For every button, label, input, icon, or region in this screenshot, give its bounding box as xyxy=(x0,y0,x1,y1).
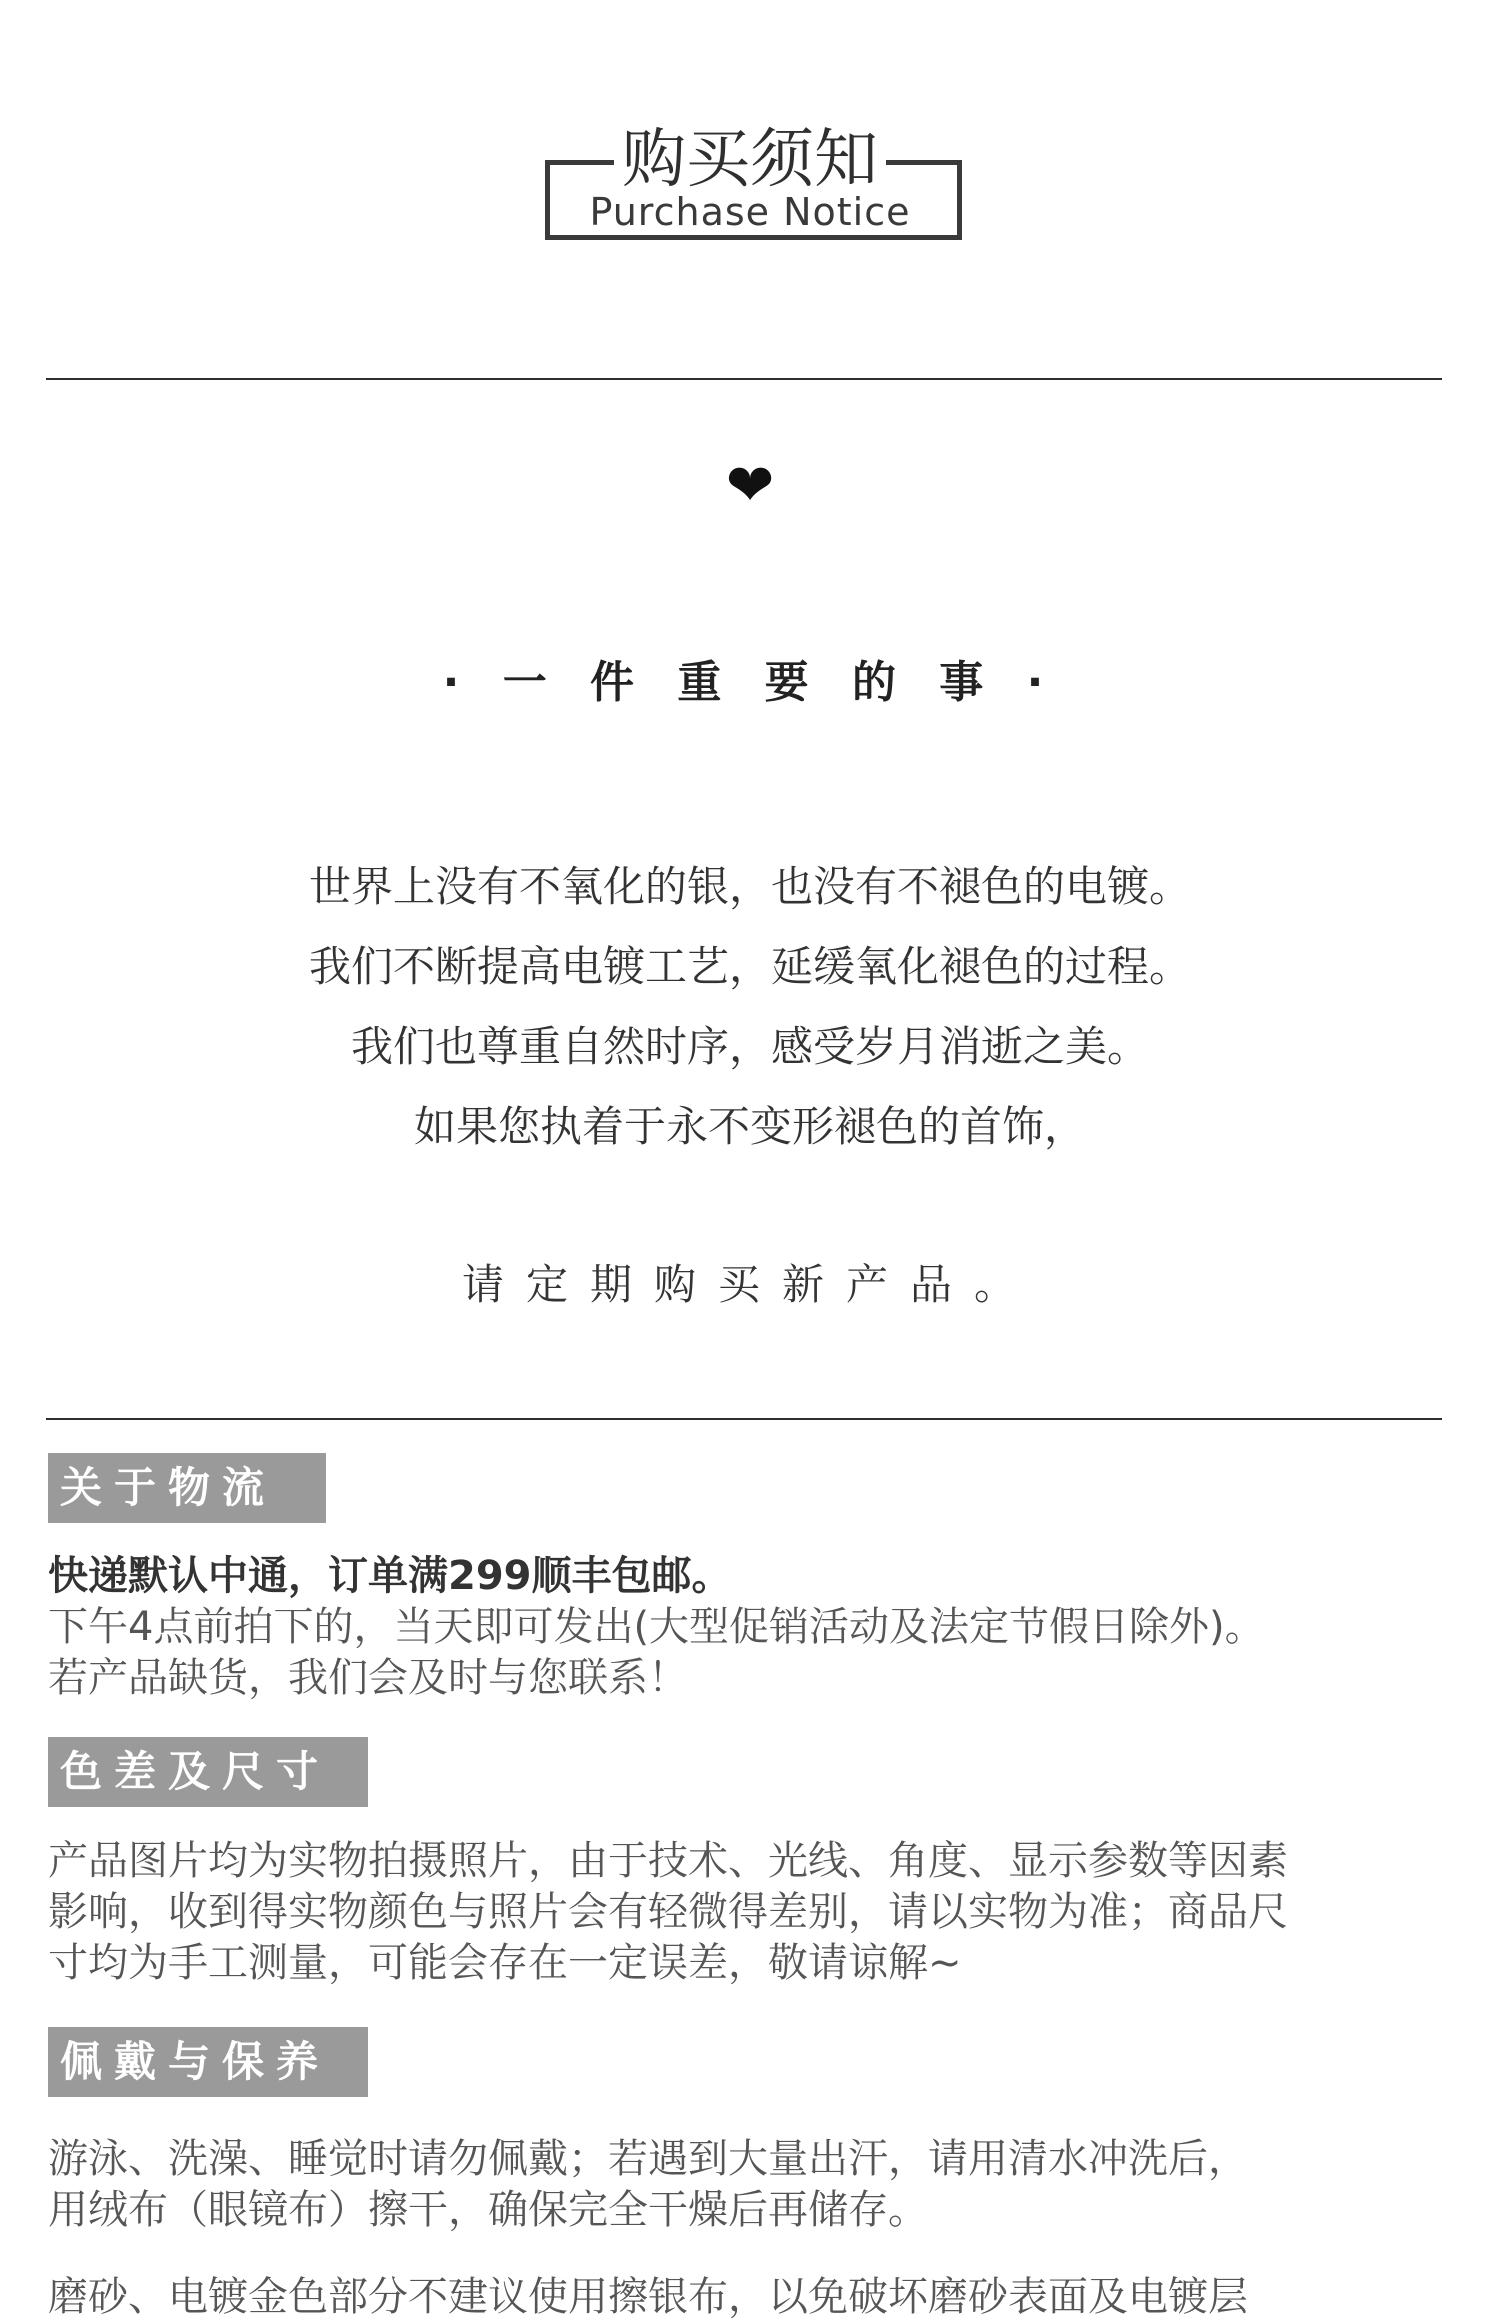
important-line-3: 我们也尊重自然时序，感受岁月消逝之美。 xyxy=(350,1022,1149,1071)
divider-top xyxy=(46,378,1442,380)
care-line-2: 用绒布（眼镜布）擦干，确保完全干燥后再储存。 xyxy=(48,2187,928,2233)
important-line-4: 如果您执着于永不变形褪色的首饰， xyxy=(413,1102,1086,1151)
page-title: 购买须知 xyxy=(0,122,1500,198)
heart-icon: ❤ xyxy=(725,451,775,519)
care-line-3: 磨砂、电镀金色部分不建议使用擦银布，以免破坏磨砂表面及电镀层 xyxy=(48,2274,1248,2320)
color-size-text xyxy=(48,1836,1468,1989)
tag-logistics: 关于物流 xyxy=(48,1453,326,1523)
important-closing: 请定期购买新产品。 xyxy=(461,1260,1038,1309)
divider-middle xyxy=(46,1418,1442,1420)
important-line-2: 我们不断提高电镀工艺，延缓氧化褪色的过程。 xyxy=(308,942,1191,991)
logistics-line-1: 下午4点前拍下的，当天即可发出(大型促销活动及法定节假日除外)。 xyxy=(48,1604,1265,1650)
logistics-line-2: 若产品缺货，我们会及时与您联系！ xyxy=(48,1655,688,1701)
logistics-text xyxy=(48,1551,1468,1704)
logistics-lead: 快递默认中通，订单满299顺丰包邮。 xyxy=(48,1553,732,1599)
care-line-1: 游泳、洗澡、睡觉时请勿佩戴；若遇到大量出汗，请用清水冲洗后， xyxy=(48,2136,1248,2182)
tag-care: 佩戴与保养 xyxy=(48,2027,368,2097)
care-text xyxy=(48,2134,1468,2323)
color-size-line-3: 寸均为手工测量，可能会存在一定误差，敬请谅解~ xyxy=(48,1940,962,1986)
color-size-line-1: 产品图片均为实物拍摄照片，由于技术、光线、角度、显示参数等因素 xyxy=(48,1838,1288,1884)
color-size-line-2: 影响，收到得实物颜色与照片会有轻微得差别，请以实物为准；商品尺 xyxy=(48,1889,1288,1935)
page-subtitle: Purchase Notice xyxy=(589,190,911,234)
tag-color-size: 色差及尺寸 xyxy=(48,1737,368,1807)
important-line-1: 世界上没有不氧化的银，也没有不褪色的电镀。 xyxy=(308,862,1191,911)
important-heading: · 一 件 重 要 的 事 · xyxy=(442,657,1058,708)
